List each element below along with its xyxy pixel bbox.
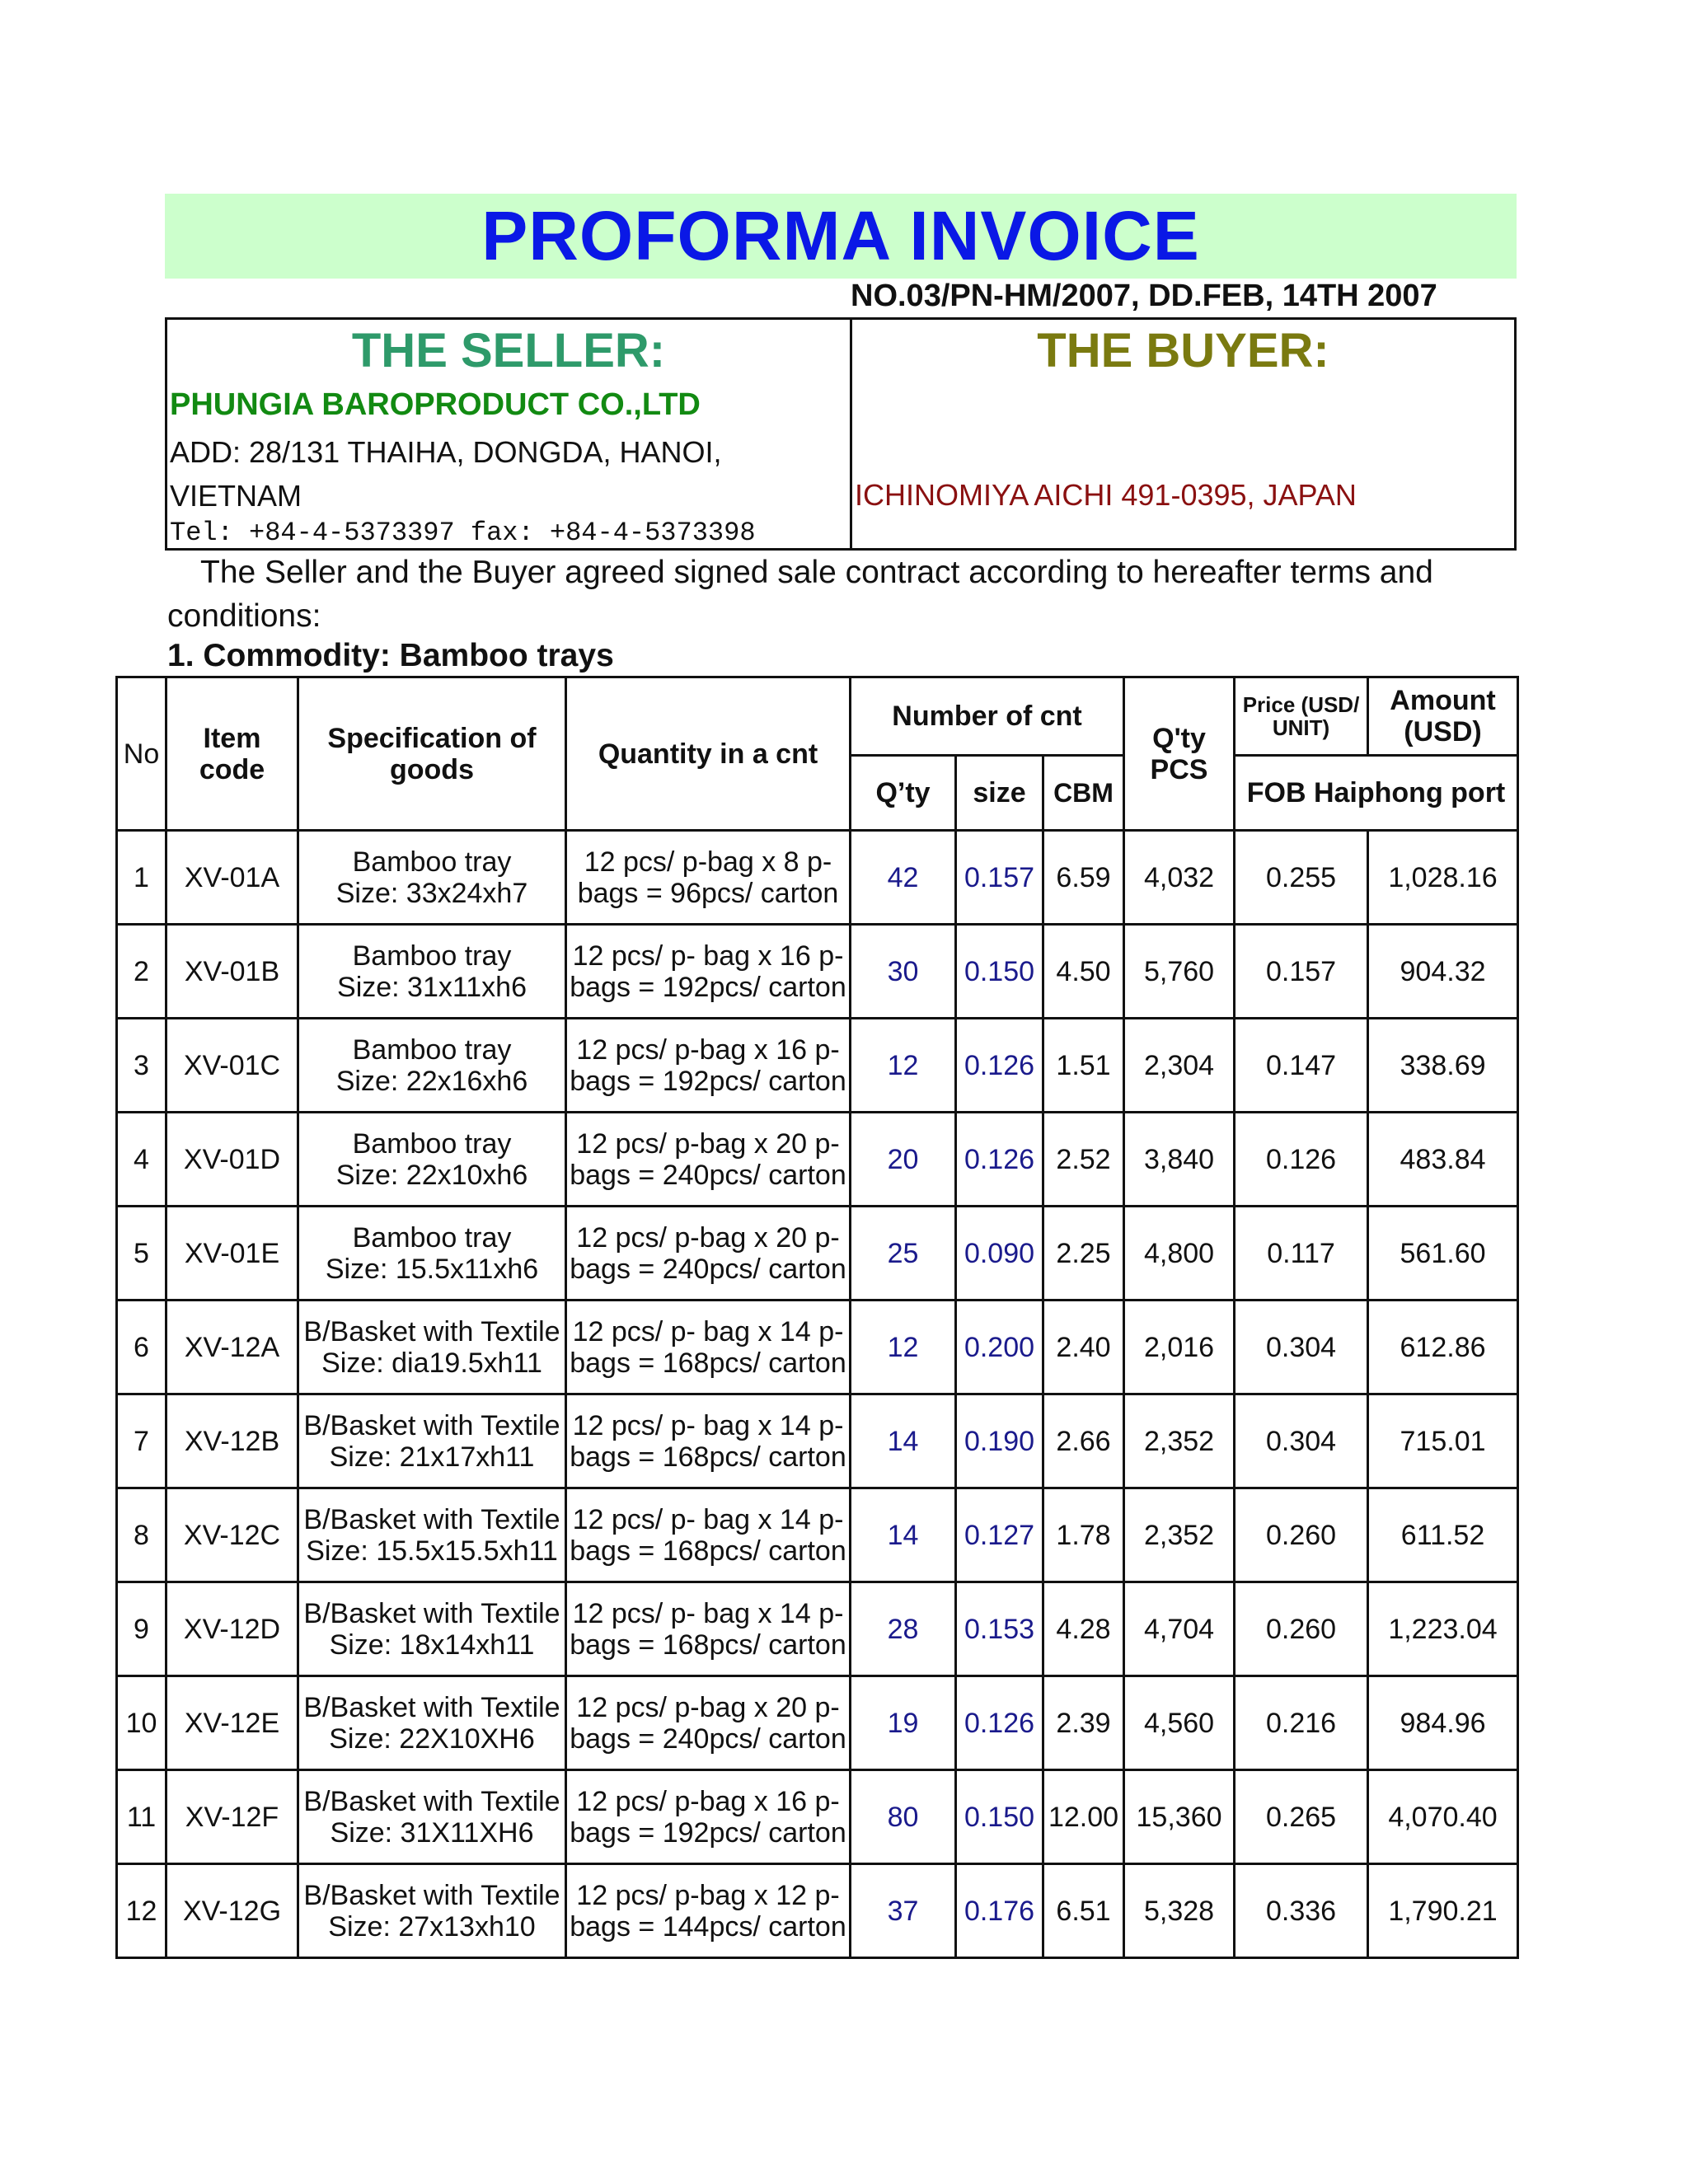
row-amount: 338.69 (1368, 1019, 1518, 1113)
row-cbm: 2.40 (1043, 1301, 1124, 1394)
row-specification-line2: Size: dia19.5xh11 (321, 1347, 542, 1379)
row-quantity-in-cnt-line1: 12 pcs/ p- bag x 14 p- (572, 1315, 844, 1347)
row-price: 0.304 (1235, 1301, 1368, 1394)
row-price: 0.157 (1235, 925, 1368, 1019)
row-specification-line1: B/Basket with Textile (303, 1879, 560, 1911)
row-price: 0.260 (1235, 1582, 1368, 1676)
row-quantity-in-cnt (566, 1488, 851, 1582)
row-item-code: XV-01B (166, 925, 298, 1019)
row-qty-pcs: 2,352 (1124, 1488, 1235, 1582)
table-row (117, 1301, 1518, 1394)
title-band (165, 194, 1517, 279)
row-specification-line1: B/Basket with Textile (303, 1691, 560, 1723)
row-price: 0.126 (1235, 1113, 1368, 1207)
header-size: size (956, 756, 1043, 831)
row-specification-line2: Size: 22X10XH6 (329, 1722, 535, 1755)
table-row (117, 1676, 1518, 1770)
row-specification-line1: Bamboo tray (352, 1127, 512, 1160)
row-amount: 715.01 (1368, 1394, 1518, 1488)
row-cnt-qty: 19 (851, 1676, 956, 1770)
header-amount: Amount (USD) (1368, 677, 1518, 756)
row-cnt-size: 0.127 (956, 1488, 1043, 1582)
row-quantity-in-cnt-line2: bags = 168pcs/ carton (570, 1535, 846, 1567)
row-item-code: XV-12F (166, 1770, 298, 1864)
row-quantity-in-cnt-line1: 12 pcs/ p- bag x 14 p- (572, 1597, 844, 1629)
row-no: 1 (117, 831, 166, 925)
row-quantity-in-cnt-line2: bags = 144pcs/ carton (570, 1910, 846, 1943)
header-no: No (117, 677, 166, 831)
table-row (117, 1394, 1518, 1488)
row-amount: 612.86 (1368, 1301, 1518, 1394)
row-cbm: 6.59 (1043, 831, 1124, 925)
buyer-heading: THE BUYER: (1037, 324, 1329, 377)
row-specification (298, 831, 566, 925)
row-no: 12 (117, 1864, 166, 1958)
row-no: 2 (117, 925, 166, 1019)
row-specification-line2: Size: 31X11XH6 (330, 1816, 534, 1849)
row-cnt-size: 0.090 (956, 1207, 1043, 1301)
invoice-title: PROFORMA INVOICE (481, 197, 1200, 274)
row-specification (298, 1864, 566, 1958)
table-row (117, 1207, 1518, 1301)
row-qty-pcs: 15,360 (1124, 1770, 1235, 1864)
row-quantity-in-cnt (566, 1019, 851, 1113)
header-number-of-cnt: Number of cnt (851, 677, 1124, 756)
row-item-code: XV-12D (166, 1582, 298, 1676)
row-no: 8 (117, 1488, 166, 1582)
row-specification-line1: Bamboo tray (352, 1033, 512, 1066)
buyer-address: ICHINOMIYA AICHI 491-0395, JAPAN (855, 478, 1357, 512)
row-qty-pcs: 2,304 (1124, 1019, 1235, 1113)
row-cnt-size: 0.200 (956, 1301, 1043, 1394)
row-cnt-qty: 14 (851, 1488, 956, 1582)
row-quantity-in-cnt-line1: 12 pcs/ p-bag x 16 p- (576, 1785, 840, 1817)
row-cnt-size: 0.190 (956, 1394, 1043, 1488)
row-amount: 483.84 (1368, 1113, 1518, 1207)
row-amount: 904.32 (1368, 925, 1518, 1019)
row-amount: 611.52 (1368, 1488, 1518, 1582)
row-specification (298, 1582, 566, 1676)
header-price: Price (USD/ UNIT) (1235, 677, 1368, 756)
row-quantity-in-cnt-line2: bags = 240pcs/ carton (570, 1722, 846, 1755)
row-no: 4 (117, 1113, 166, 1207)
table-row (117, 1770, 1518, 1864)
row-quantity-in-cnt (566, 1770, 851, 1864)
row-specification-line2: Size: 15.5x15.5xh11 (306, 1535, 558, 1567)
row-specification-line2: Size: 22x16xh6 (335, 1065, 528, 1097)
row-cnt-size: 0.153 (956, 1582, 1043, 1676)
agreement-text: The Seller and the Buyer agreed signed sale contract according to hereafter terms and conditions: (167, 555, 1433, 634)
row-cnt-qty: 37 (851, 1864, 956, 1958)
row-quantity-in-cnt-line2: bags = 96pcs/ carton (577, 877, 839, 909)
row-specification (298, 1770, 566, 1864)
row-specification (298, 1019, 566, 1113)
row-quantity-in-cnt (566, 1582, 851, 1676)
row-amount: 984.96 (1368, 1676, 1518, 1770)
row-cbm: 2.52 (1043, 1113, 1124, 1207)
row-amount: 561.60 (1368, 1207, 1518, 1301)
seller-heading: THE SELLER: (351, 324, 666, 377)
row-amount: 1,223.04 (1368, 1582, 1518, 1676)
row-item-code: XV-01D (166, 1113, 298, 1207)
row-qty-pcs: 3,840 (1124, 1113, 1235, 1207)
item-rows (117, 831, 1518, 1958)
row-qty-pcs: 4,032 (1124, 831, 1235, 925)
row-specification-line2: Size: 21x17xh11 (329, 1441, 535, 1473)
items-table (115, 676, 1519, 1959)
row-cnt-size: 0.126 (956, 1019, 1043, 1113)
row-price: 0.255 (1235, 831, 1368, 925)
row-quantity-in-cnt-line2: bags = 192pcs/ carton (570, 1065, 846, 1097)
row-cnt-size: 0.157 (956, 831, 1043, 925)
row-item-code: XV-12G (166, 1864, 298, 1958)
row-cbm: 1.51 (1043, 1019, 1124, 1113)
row-specification (298, 1394, 566, 1488)
row-qty-pcs: 4,560 (1124, 1676, 1235, 1770)
row-specification-line1: B/Basket with Textile (303, 1597, 560, 1629)
row-cnt-size: 0.150 (956, 925, 1043, 1019)
row-cnt-qty: 14 (851, 1394, 956, 1488)
row-quantity-in-cnt-line1: 12 pcs/ p- bag x 16 p- (572, 940, 844, 972)
seller-address-line2: VIETNAM (170, 479, 302, 513)
row-qty-pcs: 5,328 (1124, 1864, 1235, 1958)
row-specification-line1: Bamboo tray (352, 846, 512, 878)
row-specification-line2: Size: 27x13xh10 (328, 1910, 536, 1943)
row-cbm: 4.28 (1043, 1582, 1124, 1676)
row-specification (298, 1676, 566, 1770)
row-cnt-qty: 30 (851, 925, 956, 1019)
table-row (117, 831, 1518, 925)
row-price: 0.304 (1235, 1394, 1368, 1488)
row-cbm: 12.00 (1043, 1770, 1124, 1864)
row-price: 0.336 (1235, 1864, 1368, 1958)
row-quantity-in-cnt-line2: bags = 168pcs/ carton (570, 1347, 846, 1379)
seller-section (167, 320, 852, 548)
row-cbm: 1.78 (1043, 1488, 1124, 1582)
row-quantity-in-cnt-line1: 12 pcs/ p-bag x 16 p- (576, 1033, 840, 1066)
row-specification-line1: Bamboo tray (352, 1221, 512, 1254)
table-row (117, 1582, 1518, 1676)
row-item-code: XV-01A (166, 831, 298, 925)
seller-contact: Tel: +84-4-5373397 fax: +84-4-5373398 (170, 518, 756, 548)
row-no: 5 (117, 1207, 166, 1301)
seller-company: PHUNGIA BAROPRODUCT CO.,LTD (170, 387, 701, 422)
row-cnt-qty: 12 (851, 1301, 956, 1394)
row-amount: 4,070.40 (1368, 1770, 1518, 1864)
header-item-code: Item code (166, 677, 298, 831)
row-cnt-size: 0.176 (956, 1864, 1043, 1958)
row-cnt-qty: 12 (851, 1019, 956, 1113)
row-quantity-in-cnt-line2: bags = 240pcs/ carton (570, 1159, 846, 1191)
row-specification-line2: Size: 18x14xh11 (329, 1629, 535, 1661)
row-item-code: XV-01C (166, 1019, 298, 1113)
header-qty: Q’ty (851, 756, 956, 831)
row-quantity-in-cnt (566, 1394, 851, 1488)
row-quantity-in-cnt (566, 1207, 851, 1301)
row-specification-line2: Size: 22x10xh6 (335, 1159, 528, 1191)
row-cbm: 4.50 (1043, 925, 1124, 1019)
row-specification (298, 1113, 566, 1207)
buyer-section (852, 320, 1514, 548)
row-specification-line1: B/Basket with Textile (303, 1503, 560, 1535)
row-qty-pcs: 4,704 (1124, 1582, 1235, 1676)
row-qty-pcs: 4,800 (1124, 1207, 1235, 1301)
header-quantity-in-cnt: Quantity in a cnt (566, 677, 851, 831)
row-cbm: 2.39 (1043, 1676, 1124, 1770)
row-qty-pcs: 5,760 (1124, 925, 1235, 1019)
row-cnt-qty: 80 (851, 1770, 956, 1864)
row-amount: 1,028.16 (1368, 831, 1518, 925)
row-specification-line1: B/Basket with Textile (303, 1409, 560, 1441)
row-specification (298, 1207, 566, 1301)
row-quantity-in-cnt (566, 925, 851, 1019)
row-quantity-in-cnt-line2: bags = 192pcs/ carton (570, 971, 846, 1003)
row-specification-line1: B/Basket with Textile (303, 1785, 560, 1817)
row-quantity-in-cnt-line1: 12 pcs/ p-bag x 12 p- (576, 1879, 840, 1911)
row-no: 10 (117, 1676, 166, 1770)
parties-box (165, 317, 1517, 551)
row-no: 9 (117, 1582, 166, 1676)
row-item-code: XV-01E (166, 1207, 298, 1301)
row-specification-line2: Size: 31x11xh6 (337, 971, 527, 1003)
row-cnt-size: 0.150 (956, 1770, 1043, 1864)
row-quantity-in-cnt-line1: 12 pcs/ p-bag x 8 p- (584, 846, 832, 878)
row-quantity-in-cnt (566, 1113, 851, 1207)
row-price: 0.265 (1235, 1770, 1368, 1864)
row-quantity-in-cnt (566, 1676, 851, 1770)
row-no: 7 (117, 1394, 166, 1488)
row-specification (298, 925, 566, 1019)
header-cbm: CBM (1043, 756, 1124, 831)
row-price: 0.117 (1235, 1207, 1368, 1301)
row-specification-line1: B/Basket with Textile (303, 1315, 560, 1347)
seller-address (170, 430, 829, 518)
row-item-code: XV-12B (166, 1394, 298, 1488)
row-item-code: XV-12E (166, 1676, 298, 1770)
row-specification-line2: Size: 33x24xh7 (335, 877, 528, 909)
row-cnt-qty: 25 (851, 1207, 956, 1301)
row-quantity-in-cnt-line2: bags = 240pcs/ carton (570, 1253, 846, 1285)
table-row (117, 1019, 1518, 1113)
header-specification: Specification of goods (298, 677, 566, 831)
row-quantity-in-cnt-line2: bags = 192pcs/ carton (570, 1816, 846, 1849)
row-quantity-in-cnt-line1: 12 pcs/ p- bag x 14 p- (572, 1503, 844, 1535)
row-item-code: XV-12A (166, 1301, 298, 1394)
row-cbm: 2.66 (1043, 1394, 1124, 1488)
table-row (117, 925, 1518, 1019)
row-price: 0.216 (1235, 1676, 1368, 1770)
row-specification (298, 1488, 566, 1582)
row-qty-pcs: 2,352 (1124, 1394, 1235, 1488)
row-quantity-in-cnt-line1: 12 pcs/ p-bag x 20 p- (576, 1221, 840, 1254)
row-specification-line2: Size: 15.5x11xh6 (325, 1253, 539, 1285)
table-row (117, 1113, 1518, 1207)
commodity-heading: 1. Commodity: Bamboo trays (167, 638, 614, 673)
row-cnt-size: 0.126 (956, 1676, 1043, 1770)
row-specification (298, 1301, 566, 1394)
row-cnt-qty: 20 (851, 1113, 956, 1207)
row-quantity-in-cnt (566, 1864, 851, 1958)
row-quantity-in-cnt-line2: bags = 168pcs/ carton (570, 1441, 846, 1473)
row-amount: 1,790.21 (1368, 1864, 1518, 1958)
row-qty-pcs: 2,016 (1124, 1301, 1235, 1394)
table-row (117, 1864, 1518, 1958)
seller-address-line1: ADD: 28/131 THAIHA, DONGDA, HANOI, (170, 435, 722, 469)
row-cbm: 2.25 (1043, 1207, 1124, 1301)
row-quantity-in-cnt (566, 1301, 851, 1394)
row-quantity-in-cnt-line1: 12 pcs/ p- bag x 14 p- (572, 1409, 844, 1441)
table-row (117, 1488, 1518, 1582)
row-no: 11 (117, 1770, 166, 1864)
row-cbm: 6.51 (1043, 1864, 1124, 1958)
row-no: 3 (117, 1019, 166, 1113)
row-cnt-size: 0.126 (956, 1113, 1043, 1207)
row-price: 0.147 (1235, 1019, 1368, 1113)
row-quantity-in-cnt-line2: bags = 168pcs/ carton (570, 1629, 846, 1661)
row-quantity-in-cnt (566, 831, 851, 925)
row-quantity-in-cnt-line1: 12 pcs/ p-bag x 20 p- (576, 1127, 840, 1160)
row-quantity-in-cnt-line1: 12 pcs/ p-bag x 20 p- (576, 1691, 840, 1723)
header-qty-pcs: Q'ty PCS (1124, 677, 1235, 831)
row-item-code: XV-12C (166, 1488, 298, 1582)
row-cnt-qty: 42 (851, 831, 956, 925)
row-no: 6 (117, 1301, 166, 1394)
invoice-number: NO.03/PN-HM/2007, DD.FEB, 14TH 2007 (851, 279, 1437, 313)
row-cnt-qty: 28 (851, 1582, 956, 1676)
row-specification-line1: Bamboo tray (352, 940, 512, 972)
header-fob: FOB Haiphong port (1235, 756, 1518, 831)
row-price: 0.260 (1235, 1488, 1368, 1582)
